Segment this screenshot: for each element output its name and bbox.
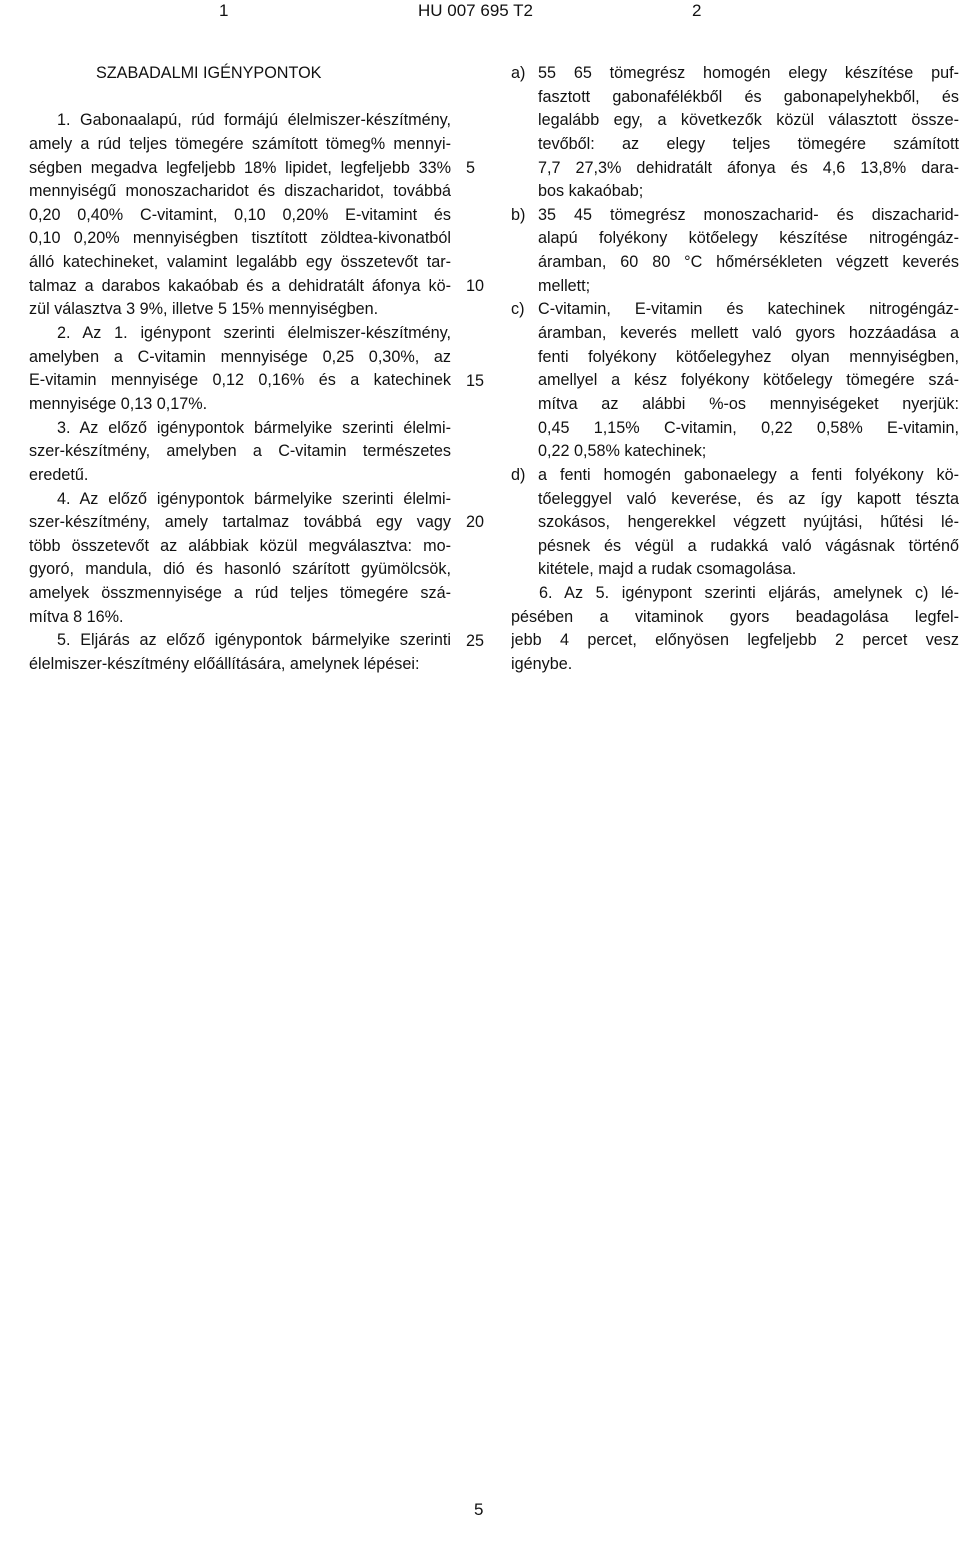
left-column-number: 1	[219, 1, 229, 20]
claim-2	[29, 322, 451, 417]
claim-line: E-vitamin mennyisége 0,12 0,16% és a katechinek	[29, 371, 451, 390]
step-line: mítva az alábbi %-os mennyiségeket nyerjük:	[538, 394, 959, 413]
claim-line: ségben megadva legfeljebb 18% lipidet, legfeljebb 33%	[29, 158, 451, 177]
step-line: fenti folyékony kötőelegyhez olyan mennyiségben,	[538, 347, 959, 366]
claim-line: pésében a vitaminok gyors beadagolása legfel-	[511, 607, 959, 626]
step-line: pésnek és végül a rudakká való vágásnak történő	[538, 536, 959, 555]
claim-line: 5. Eljárás az előző igénypontok bármelyike szerinti	[57, 631, 451, 650]
step-line: 7,7 27,3% dehidratált áfonya és 4,6 13,8% dara-	[538, 158, 959, 177]
step-line: 55 65 tömegrész homogén elegy készítése puf-	[538, 64, 959, 82]
left-column	[29, 62, 451, 677]
claim-line: eredetű.	[29, 465, 89, 484]
right-column-number: 2	[692, 1, 702, 20]
claim-4	[29, 488, 451, 630]
claim-line: több összetevőt az alábbiak közül megválasztva: mo-	[29, 536, 451, 555]
claim-line: szer-készítmény, amelyben a C-vitamin természetes	[29, 442, 451, 461]
step-c	[511, 298, 959, 463]
claim-line: álló katechineket, valamint legalább egy összetevőt tar-	[29, 253, 451, 272]
claim-line: amelyek összmennyisége a rúd teljes tömegére szá-	[29, 584, 451, 603]
document-id: HU 007 695 T2	[418, 1, 533, 20]
step-line: tevőből: az elegy teljes tömegére számított	[538, 134, 959, 153]
claim-line: talmaz a darabos kakaóbab és a dehidratált áfonya kö-	[29, 276, 451, 295]
claim-line: élelmiszer-készítmény előállítására, amelynek lépései:	[29, 655, 420, 674]
step-line: áramban, keverés mellett való gyors hozzáadása a	[538, 324, 959, 343]
line-number: 10	[466, 276, 485, 295]
claim-line: amely a rúd teljes tömegére számított tömeg% mennyi-	[29, 134, 451, 153]
step-line: fasztott gabonafélékből és gabonapelyhekből, és	[538, 87, 959, 106]
claim-3	[29, 417, 451, 488]
claim-line: 0,20 0,40% C-vitamint, 0,10 0,20% E-vitamint és	[29, 205, 451, 224]
step-b	[511, 204, 959, 299]
page-number: 5	[474, 1500, 484, 1519]
claim-line: igénybe.	[511, 655, 573, 674]
claim-line: amelyben a C-vitamin mennyisége 0,25 0,30%, az	[29, 347, 451, 366]
step-line: kitétele, majd a rudak csomagolása.	[538, 560, 797, 579]
claim-line: zül választva 3 9%, illetve 5 15% mennyiségben.	[29, 300, 379, 319]
claim-line: mítva 8 16%.	[29, 607, 124, 626]
claim-line: 4. Az előző igénypontok bármelyike szerinti élelmi-	[57, 489, 451, 508]
step-label: d)	[511, 465, 526, 484]
step-line: mellett;	[538, 276, 591, 295]
section-title: SZABADALMI IGÉNYPONTOK	[96, 64, 322, 82]
step-line: a fenti homogén gabonaelegy a fenti folyékony kö-	[538, 465, 959, 484]
step-line: bos kakaóbab;	[538, 182, 644, 201]
claim-line: 0,10 0,20% mennyiségben tisztított zöldtea-kivonatból	[29, 229, 451, 248]
claim-line: 6. Az 5. igénypont szerinti eljárás, amelynek c) lé-	[539, 584, 959, 603]
claim-line: 2. Az 1. igénypont szerinti élelmiszer-készítmény,	[57, 324, 451, 343]
step-label: b)	[511, 205, 526, 224]
spacer	[29, 86, 451, 110]
right-column	[511, 62, 959, 677]
step-line: tőeleggyel való keverése, és az így kapott tészta	[538, 489, 959, 508]
step-line: legalább egy, a következők közül választott össze-	[538, 111, 959, 130]
line-number: 25	[466, 631, 485, 650]
step-label: c)	[511, 300, 525, 319]
step-line: amellyel a kész folyékony kötőelegy tömegére szá-	[538, 371, 959, 390]
step-line: áramban, 60 80 °C hőmérsékleten végzett keverés	[538, 253, 959, 272]
line-number: 5	[466, 158, 476, 177]
claim-5	[29, 629, 451, 676]
line-number: 15	[466, 371, 485, 390]
step-line: 0,45 1,15% C-vitamin, 0,22 0,58% E-vitamin,	[538, 418, 959, 437]
step-line: 0,22 0,58% katechinek;	[538, 442, 707, 461]
step-a	[511, 62, 959, 204]
claim-line: mennyisége 0,13 0,17%.	[29, 394, 208, 413]
claim-line: szer-készítmény, amely tartalmaz továbbá egy vagy	[29, 513, 451, 532]
claim-line: 1. Gabonaalapú, rúd formájú élelmiszer-készítmény,	[57, 111, 451, 130]
claim-line: mennyiségű monoszacharidot és diszacharidot, továbbá	[29, 182, 451, 201]
line-number: 20	[466, 513, 485, 532]
claim-line: gyoró, mandula, dió és hasonló szárított gyümölcsök,	[29, 560, 451, 579]
step-d	[511, 464, 959, 582]
claim-line: jebb 4 percet, előnyösen legfeljebb 2 percet vesz	[511, 631, 959, 650]
step-line: szokásos, hengerekkel végzett nyújtási, hűtési lé-	[538, 513, 959, 532]
claim-6	[511, 582, 959, 677]
step-line: C-vitamin, E-vitamin és katechinek nitrogéngáz-	[538, 300, 959, 319]
claim-1	[29, 109, 451, 322]
step-line: 35 45 tömegrész monoszacharid- és diszacharid-	[538, 205, 959, 224]
step-label: a)	[511, 64, 526, 82]
step-line: alapú folyékony kötőelegy készítése nitrogéngáz-	[538, 229, 959, 248]
claim-line: 3. Az előző igénypontok bármelyike szerinti élelmi-	[57, 418, 451, 437]
